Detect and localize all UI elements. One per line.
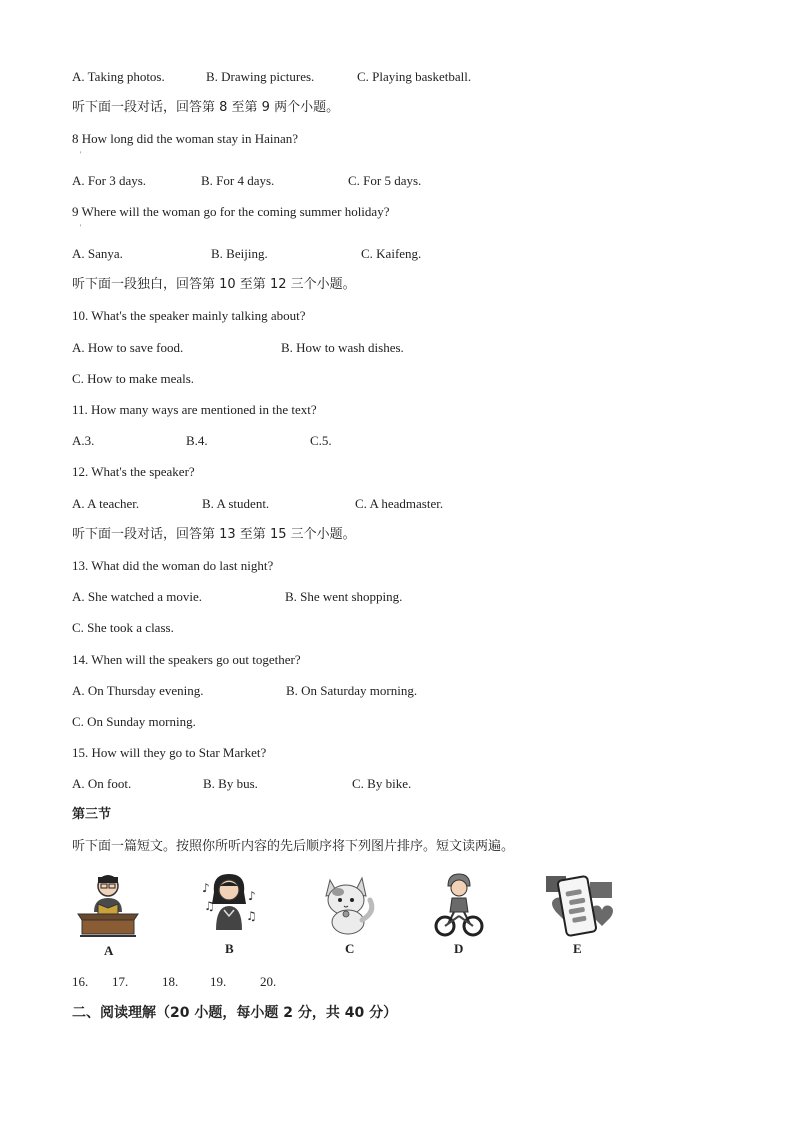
q10-option-b: B. How to wash dishes. (281, 340, 404, 355)
q8-option-c: C. For 5 days. (348, 173, 422, 188)
phone-chat-picture (544, 872, 616, 938)
q10-option-c: C. How to make meals. (72, 371, 195, 386)
q12-option-a: A. A teacher. (72, 496, 140, 511)
q8-option-a: A. For 3 days. (72, 173, 147, 188)
answer-blank-19: 19. (210, 974, 227, 989)
svg-text:♫: ♫ (204, 899, 215, 913)
q15-option-c: C. By bike. (352, 776, 412, 791)
q12-option-b: B. A student. (202, 496, 270, 511)
q10-option-a: A. How to save food. (72, 340, 184, 355)
instruction-q8-q9: 听下面一段对话，回答第 8 至第 9 两个小题。 (72, 100, 340, 115)
q11-option-c: C.5. (310, 433, 332, 448)
section-3-title: 第三节 (72, 807, 112, 822)
q7-option-c: C. Playing basketball. (357, 69, 472, 84)
q12-option-c: C. A headmaster. (355, 496, 444, 511)
q14-option-b: B. On Saturday morning. (286, 683, 418, 698)
listening-music-picture (198, 870, 260, 936)
q8-option-b: B. For 4 days. (201, 173, 275, 188)
question-9: 9 Where will the woman go for the coming summer holiday? (72, 204, 390, 219)
section-3-instruction: 听下面一篇短文。按照你所听内容的先后顺序将下列图片排序。短文读两遍。 (72, 839, 515, 854)
q11-option-b: B.4. (186, 433, 208, 448)
q13-option-b: B. She went shopping. (285, 589, 403, 604)
q9-option-c: C. Kaifeng. (361, 246, 422, 261)
svg-text:♫: ♫ (246, 909, 257, 923)
picture-label-b: B (225, 941, 234, 956)
question-10: 10. What's the speaker mainly talking about? (72, 308, 306, 323)
question-15: 15. How will they go to Star Market? (72, 745, 267, 760)
svg-text:♪: ♪ (202, 881, 210, 895)
part-2-title: 二、阅读理解（20 小题，每小题 2 分，共 40 分） (72, 1005, 398, 1021)
reading-at-desk-picture (74, 872, 142, 938)
answer-blank-18: 18. (162, 974, 179, 989)
q7-option-a: A. Taking photos. (72, 69, 165, 84)
question-8: 8 How long did the woman stay in Hainan? (72, 131, 299, 146)
picture-label-c: C (345, 941, 355, 956)
q13-option-c: C. She took a class. (72, 620, 174, 635)
stray-mark: ' (80, 150, 82, 159)
cat-picture (318, 872, 380, 936)
answer-blank-20: 20. (260, 974, 277, 989)
answer-blank-16: 16. (72, 974, 89, 989)
q9-option-b: B. Beijing. (211, 246, 268, 261)
q15-option-a: A. On foot. (72, 776, 132, 791)
instruction-q13-q15: 听下面一段对话，回答第 13 至第 15 三个小题。 (72, 527, 356, 542)
stray-mark: ' (80, 223, 82, 232)
q14-option-a: A. On Thursday evening. (72, 683, 204, 698)
picture-label-a: A (104, 943, 114, 958)
riding-bike-picture (434, 872, 484, 938)
picture-label-d: D (454, 941, 464, 956)
q7-option-b: B. Drawing pictures. (206, 69, 315, 84)
q14-option-c: C. On Sunday morning. (72, 714, 196, 729)
question-11: 11. How many ways are mentioned in the text? (72, 402, 317, 417)
question-13: 13. What did the woman do last night? (72, 558, 274, 573)
picture-label-e: E (573, 941, 582, 956)
q11-option-a: A.3. (72, 433, 95, 448)
q13-option-a: A. She watched a movie. (72, 589, 202, 604)
q9-option-a: A. Sanya. (72, 246, 123, 261)
instruction-q10-q12: 听下面一段独白，回答第 10 至第 12 三个小题。 (72, 277, 356, 292)
answer-blank-17: 17. (112, 974, 129, 989)
svg-text:♪: ♪ (248, 889, 256, 903)
question-12: 12. What's the speaker? (72, 464, 195, 479)
question-14: 14. When will the speakers go out together? (72, 652, 301, 667)
q15-option-b: B. By bus. (203, 776, 258, 791)
